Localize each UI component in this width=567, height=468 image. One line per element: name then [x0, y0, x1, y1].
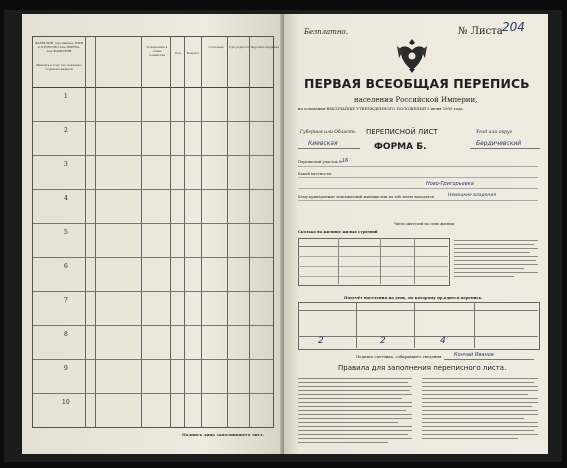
free-label: Безплатно.	[304, 28, 348, 36]
count-value: 4	[440, 336, 446, 346]
table-header	[33, 37, 280, 88]
census-table	[32, 36, 280, 428]
header-col-2: Отношение к главе хозяйства	[146, 45, 168, 57]
left-page	[22, 14, 284, 454]
census-subtitle: населения Российской Империи,	[354, 96, 478, 104]
place-label: Какой местности:	[298, 172, 332, 176]
census-title: ПЕРВАЯ ВСЕОБЩАЯ ПЕРЕПИСЬ	[304, 76, 530, 91]
header-col-3: Пол	[174, 51, 182, 55]
form-label: ФОРМА Б.	[374, 142, 427, 152]
row-number: 5	[64, 229, 68, 236]
dwellers-label: Число жителей на семь жилищ	[394, 222, 454, 226]
row-number: 4	[64, 195, 68, 202]
header-col-7: Вероисповедание	[251, 45, 280, 49]
sheet-number-label: № Листа	[458, 26, 503, 37]
rules-column-left	[298, 376, 412, 448]
row-number: 3	[64, 161, 68, 168]
header-col-4: Возраст	[186, 51, 200, 55]
instruction-note	[454, 238, 538, 286]
row-number: 1	[64, 93, 68, 100]
owner-value: Немецкие владения	[448, 193, 496, 198]
place-value: Ново-Григорьевка	[426, 181, 474, 187]
rules-column-right	[422, 376, 538, 448]
sheet-number-value: 204	[502, 20, 525, 34]
row-number: 8	[64, 331, 68, 338]
header-col-name-note: Вписать в том, что показано отдельно каждой	[36, 63, 82, 71]
uchastok-value: 16	[342, 158, 349, 164]
guberniya-label: Губерния или Область	[300, 130, 356, 135]
header-col-name: ФАМИЛИЯ, (прозвище), ИМЯ и ОТЧЕСТВО или ИМЕНА, или ФАМИЛИЯ	[35, 41, 83, 53]
row-number: 9	[64, 365, 68, 372]
right-page	[284, 14, 548, 454]
guberniya-value: Киевская	[308, 140, 338, 147]
rules-title: Правила для заполнения переписного листа.	[338, 364, 507, 372]
uezd-value: Бердичевский	[476, 140, 522, 147]
row-number: 10	[62, 399, 70, 406]
row-number: 7	[64, 297, 68, 304]
count-value: 2	[380, 336, 386, 346]
signature-label: Подпись счетчика, собиравшего сведения	[356, 354, 442, 359]
header-col-5: Сословие	[208, 45, 224, 49]
uezd-label: Уезд или округ	[476, 130, 512, 135]
owner-label: Кому принадлежит описываемый жилище или на той земле находится	[298, 195, 435, 199]
signature-value: Кончай Иванов	[454, 352, 494, 358]
uchastok-label: Переписной участок №	[298, 160, 343, 164]
header-col-6: Где родился	[229, 45, 249, 49]
count-table-title: Подсчёт населения на день, по которому пр.одится перепись.	[344, 295, 483, 300]
section-label: Сколько на жилище жилых строений	[298, 230, 378, 234]
row-number: 2	[64, 127, 68, 134]
double-eagle-emblem-icon	[396, 36, 428, 74]
count-value: 2	[318, 336, 324, 346]
census-subtitle-2: на основании ВЫСОЧАЙШЕ УТВЕРЖДЕННОГО ПОЛОЖЕНИЯ 5 июня 1895 года.	[298, 106, 464, 111]
row-number: 6	[64, 263, 68, 270]
signature-footer: Подпись лица заполнившего лист.	[182, 432, 264, 437]
sheet-title: ПЕРЕПИСНОЙ ЛИСТ	[366, 128, 438, 136]
